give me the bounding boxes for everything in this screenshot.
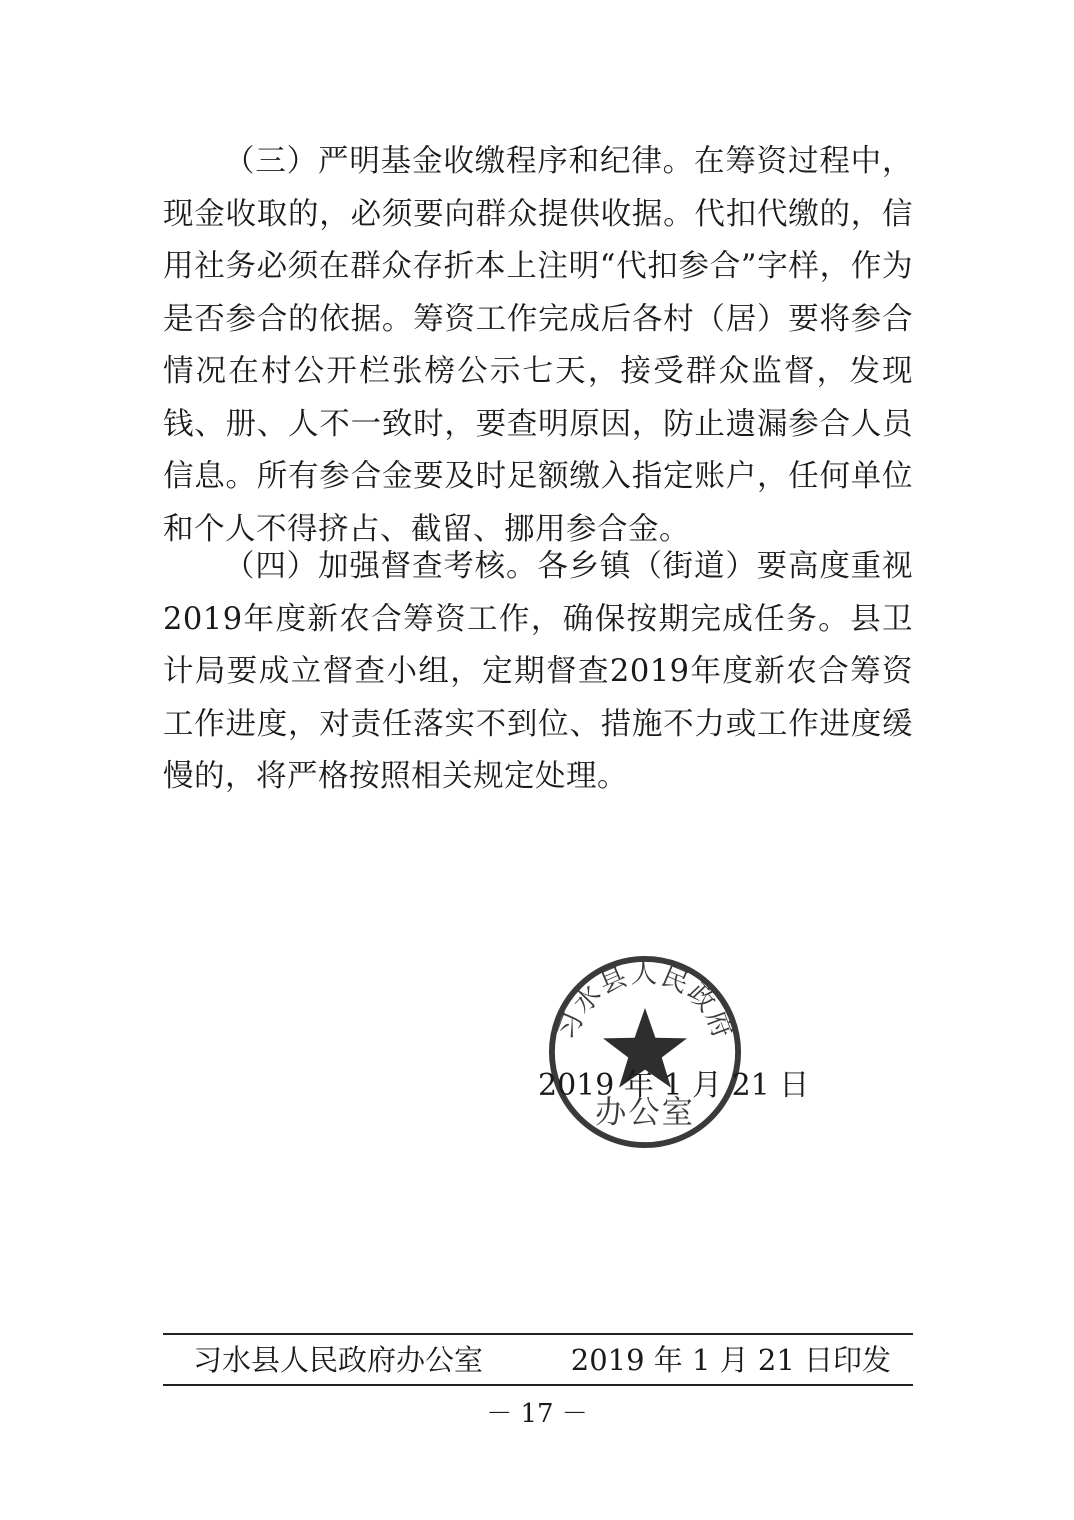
- footer-issue-date: 2019 年 1 月 21 日印发: [570, 1343, 891, 1377]
- svg-text:习水县人民政府: 习水县人民政府: [551, 958, 739, 1045]
- footer-issuer: 习水县人民政府办公室: [193, 1343, 484, 1377]
- svg-text:办公室: 办公室: [595, 1094, 695, 1131]
- paragraph-four: （四）加强督查考核。各乡镇（街道）要高度重视2019年度新农合筹资工作，确保按期完成任务。县卫计局要成立督查小组，定期督查2019年度新农合筹资工作进度，对责任落实不到位、措施不力或工作进度缓慢的，将严格按照相关规定处理。: [163, 549, 913, 794]
- footer-top-rule: [163, 1333, 913, 1335]
- page-number: － 17 －: [486, 1399, 588, 1429]
- paragraph-three: （三）严明基金收缴程序和纪律。在筹资过程中，现金收取的，必须要向群众提供收据。代扣代缴的，信用社务必须在群众存折本上注明“代扣参合”字样，作为是否参合的依据。筹资工作完成后各村（居）要将参合情况在村公开栏张榜公示七天，接受群众监督，发现钱、册、人不一致时，要查明原因，防止遗漏参合人员信息。所有参合金要及时足额缴入指定账户，任何单位和个人不得挤占、截留、挪用参合金。: [163, 144, 913, 547]
- official-seal-icon: [547, 954, 743, 1150]
- sign-date: 2019 年 1 月 21 日: [538, 1068, 810, 1103]
- footer-bottom-rule: [163, 1384, 913, 1386]
